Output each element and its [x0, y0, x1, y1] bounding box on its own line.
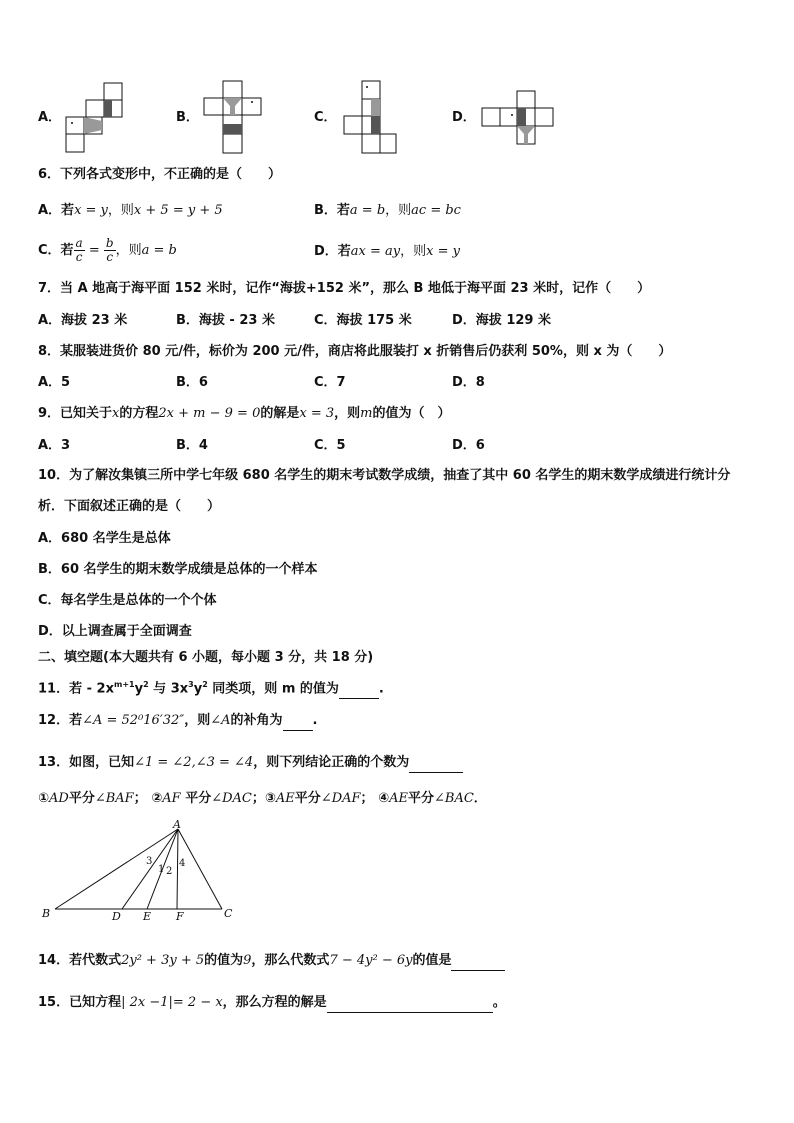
q8-option-b: B．6: [176, 375, 208, 390]
q12-stem: 12．若∠A = 52⁰16′32″，则∠A的补角为 .: [38, 712, 317, 731]
q5-net-a: [64, 82, 124, 154]
figure-label-c: C: [224, 907, 233, 920]
q5-option-d-label: D．: [452, 110, 476, 125]
q11-stem: 11．若 - $2x^{m+1}y^2$ 与 $3x^3y^2$ 同类项，则 m 的值为 .: [38, 676, 384, 699]
section-2-heading: 二、填空题(本大题共有 6 小题，每小题 3 分，共 18 分): [38, 650, 374, 665]
q6-option-b: B．若a = b，则ac = bc: [314, 203, 461, 218]
angle-label-3: 3: [146, 856, 153, 867]
q8-option-a: A．5: [38, 375, 71, 390]
q7-option-d: D．海拔 129 米: [452, 313, 551, 328]
q13-conclusions: ①AD平分∠BAF； ②AF 平分∠DAC；③AE平分∠DAF； ④AE平分∠BAC．: [38, 791, 487, 806]
figure-label-b: B: [42, 907, 51, 920]
q5-option-a-label: A．: [38, 110, 62, 125]
q6-option-d: D．若ax = ay，则x = y: [314, 244, 460, 259]
q5-option-b-label: B．: [176, 110, 199, 125]
q7-option-b: B．海拔 - 23 米: [176, 313, 275, 328]
q7-stem: 7．当 A 地高于海平面 152 米时，记作“海拔+152 米”，那么 B 地低于海平面 23 米时，记作（ ）: [38, 281, 651, 296]
angle-label-2: 2: [166, 866, 173, 877]
q13-triangle-figure: [38, 820, 248, 922]
q7-option-a: A．海拔 23 米: [38, 313, 128, 328]
q5-net-d: [481, 90, 557, 146]
q5-net-b: [203, 80, 265, 156]
q9-option-d: D．6: [452, 438, 485, 453]
q6-option-a: A．若x = y，则x + 5 = y + 5: [38, 203, 223, 218]
q8-option-c: C．7: [314, 375, 346, 390]
angle-label-4: 4: [179, 858, 186, 869]
q10-option-a: A．680 名学生是总体: [38, 531, 171, 546]
figure-label-f: F: [176, 910, 184, 922]
q10-stem-line1: 10．为了解汝集镇三所中学七年级 680 名学生的期末考试数学成绩，抽查了其中 60 名学生的期末数学成绩进行统计分: [38, 468, 731, 483]
q12-answer-blank[interactable]: [283, 712, 313, 731]
q6-option-c: C．若 $\frac{a}{c}$ = $\frac{b}{c}$ ，则a = b: [38, 236, 177, 264]
q5-net-c: [343, 80, 399, 156]
q7-option-c: C．海拔 175 米: [314, 313, 412, 328]
q9-option-a: A．3: [38, 438, 71, 453]
q8-option-d: D．8: [452, 375, 485, 390]
q8-stem: 8．某服装进货价 80 元/件，标价为 200 元/件，商店将此服装打 x 折销售后仍获利 50%，则 x 为（ ）: [38, 344, 672, 359]
figure-label-d: D: [112, 910, 121, 922]
q10-option-d: D．以上调查属于全面调查: [38, 624, 192, 639]
q10-option-c: C．每名学生是总体的一个个体: [38, 593, 217, 608]
figure-label-a: A: [173, 820, 181, 831]
q13-answer-blank[interactable]: [409, 754, 463, 773]
q14-answer-blank[interactable]: [451, 952, 505, 971]
q10-option-b: B．60 名学生的期末数学成绩是总体的一个样本: [38, 562, 318, 577]
q14-stem: 14．若代数式2y² + 3y + 5的值为9，那么代数式7 − 4y² − 6y的值是: [38, 952, 505, 971]
q11-answer-blank[interactable]: [339, 680, 379, 699]
q15-answer-blank[interactable]: [327, 994, 493, 1013]
figure-label-e: E: [143, 910, 152, 922]
q9-stem: 9．已知关于x的方程2x + m − 9 = 0的解是x = 3，则m的值为（ ）: [38, 406, 451, 421]
q9-option-c: C．5: [314, 438, 346, 453]
q15-stem: 15．已知方程| 2x −1|= 2 − x，那么方程的解是 。: [38, 994, 506, 1013]
q5-option-c-label: C．: [314, 110, 337, 125]
q10-stem-line2: 析．下面叙述正确的是（ ）: [38, 499, 221, 514]
q9-option-b: B．4: [176, 438, 208, 453]
q6-stem: 6．下列各式变形中，不正确的是（ ）: [38, 167, 282, 182]
q13-stem: 13．如图，已知∠1 = ∠2,∠3 = ∠4，则下列结论正确的个数为: [38, 754, 463, 773]
angle-label-1: 1: [158, 864, 165, 875]
